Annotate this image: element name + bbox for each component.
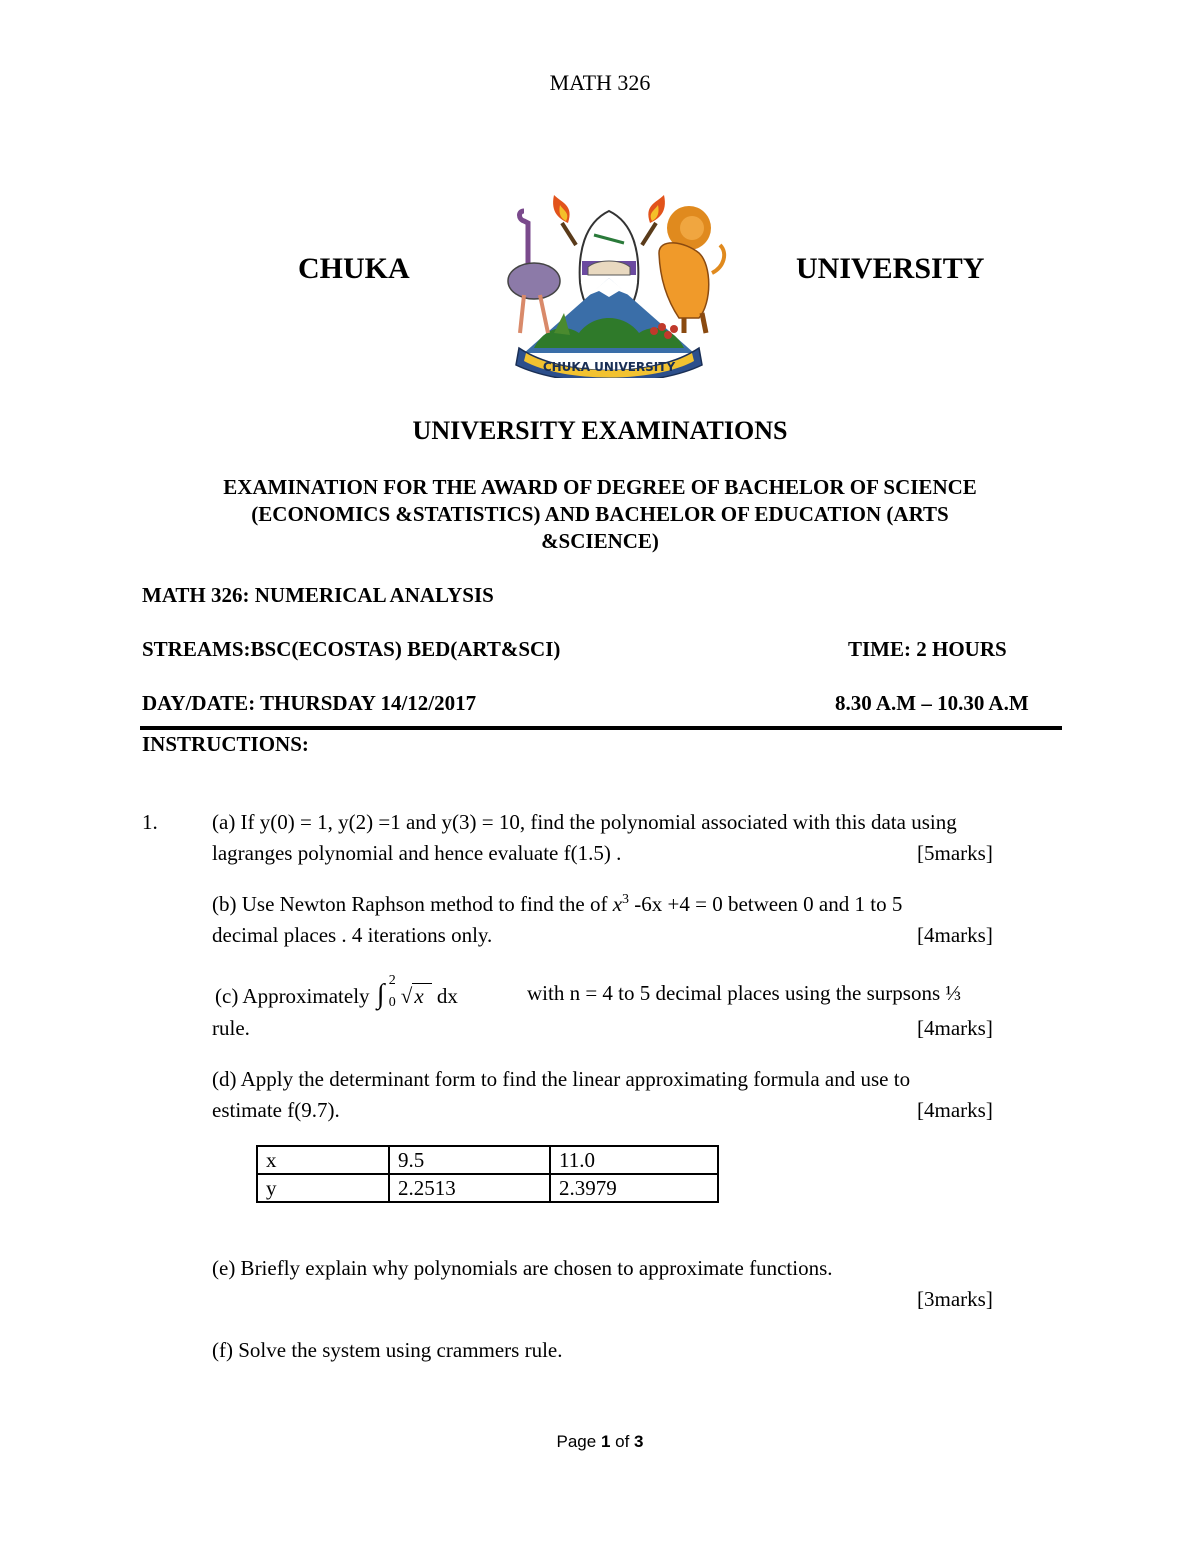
question-a-line-2: lagranges polynomial and hence evaluate f(1.5) . bbox=[212, 841, 622, 865]
question-b-line-1 bbox=[212, 892, 902, 917]
table-cell: x bbox=[257, 1146, 389, 1174]
course-title: MATH 326: NUMERICAL ANALYSIS bbox=[142, 583, 494, 607]
exam-title: UNIVERSITY EXAMINATIONS bbox=[412, 416, 788, 445]
table-cell: 11.0 bbox=[550, 1146, 718, 1174]
question-b-marks: [4marks] bbox=[917, 923, 993, 947]
exam-hours: 8.30 A.M – 10.30 A.M bbox=[835, 691, 1029, 715]
course-code-header: MATH 326 bbox=[549, 70, 651, 95]
question-b-line-2: decimal places . 4 iterations only. bbox=[212, 923, 493, 947]
question-d-line-1: (d) Apply the determinant form to find the linear approximating formula and use to bbox=[212, 1067, 911, 1091]
integral-lower-limit: 0 bbox=[388, 995, 396, 1010]
award-line-2: (ECONOMICS &STATISTICS) AND BACHELOR OF EDUCATION (ARTS bbox=[251, 502, 949, 526]
university-crest-logo bbox=[484, 183, 734, 378]
page-footer bbox=[0, 1432, 1200, 1452]
question-e-marks: [3marks] bbox=[917, 1287, 993, 1311]
integral-upper-limit: 2 bbox=[388, 973, 396, 988]
streams-label: STREAMS:BSC(ECOSTAS) BED(ART&SCI) bbox=[142, 637, 561, 661]
logo-banner-text: CHUKA UNIVERSITY bbox=[542, 360, 676, 374]
data-table bbox=[256, 1145, 719, 1203]
question-d-line-2: estimate f(9.7). bbox=[212, 1098, 340, 1122]
question-c-dx: dx bbox=[436, 984, 458, 1008]
table-row bbox=[257, 1174, 718, 1202]
table-cell: y bbox=[257, 1174, 389, 1202]
radicand: x bbox=[412, 983, 431, 1008]
question-b-variable: x bbox=[612, 892, 623, 916]
page-word: Page bbox=[556, 1432, 601, 1451]
question-c-marks: [4marks] bbox=[917, 1016, 993, 1040]
question-b-prefix: (b) Use Newton Raphson method to find the of bbox=[212, 892, 613, 916]
square-root-expression: √x bbox=[401, 984, 432, 1009]
question-d-marks: [4marks] bbox=[917, 1098, 993, 1122]
question-b-suffix: -6x +4 = 0 between 0 and 1 to 5 bbox=[629, 892, 903, 916]
question-number: 1. bbox=[142, 810, 158, 834]
exam-duration: TIME: 2 HOURS bbox=[848, 637, 1007, 661]
question-c-suffix: with n = 4 to 5 decimal places using the surpsons ⅓ bbox=[527, 981, 962, 1005]
page-total: 3 bbox=[634, 1432, 644, 1451]
award-line-3: &SCIENCE) bbox=[541, 529, 659, 553]
question-a-marks: [5marks] bbox=[917, 841, 993, 865]
table-row bbox=[257, 1146, 718, 1174]
award-heading bbox=[150, 474, 1050, 555]
question-e-line-1: (e) Briefly explain why polynomials are chosen to approximate functions. bbox=[212, 1256, 833, 1280]
university-name-left: CHUKA bbox=[298, 252, 410, 285]
award-line-1: EXAMINATION FOR THE AWARD OF DEGREE OF BACHELOR OF SCIENCE bbox=[223, 475, 977, 499]
instructions-heading: INSTRUCTIONS: bbox=[142, 732, 309, 756]
header-divider bbox=[140, 726, 1062, 730]
question-c-line-1 bbox=[215, 973, 458, 1011]
question-b-exponent: 3 bbox=[622, 892, 630, 907]
question-f-line-1: (f) Solve the system using crammers rule. bbox=[212, 1338, 563, 1362]
question-a-line-1: (a) If y(0) = 1, y(2) =1 and y(3) = 10, find the polynomial associated with this data using bbox=[212, 810, 957, 834]
page-number: 1 bbox=[600, 1432, 611, 1451]
of-word: of bbox=[610, 1432, 635, 1451]
integral-symbol: ∫ 2 0 bbox=[376, 973, 396, 1010]
table-cell: 9.5 bbox=[389, 1146, 550, 1174]
table-cell: 2.2513 bbox=[389, 1174, 550, 1202]
table-cell: 2.3979 bbox=[550, 1174, 718, 1202]
exam-day-date: DAY/DATE: THURSDAY 14/12/2017 bbox=[142, 691, 477, 715]
question-c-prefix: (c) Approximately bbox=[215, 984, 375, 1008]
university-name-right: UNIVERSITY bbox=[796, 252, 985, 285]
question-c-line-2: rule. bbox=[212, 1016, 250, 1040]
